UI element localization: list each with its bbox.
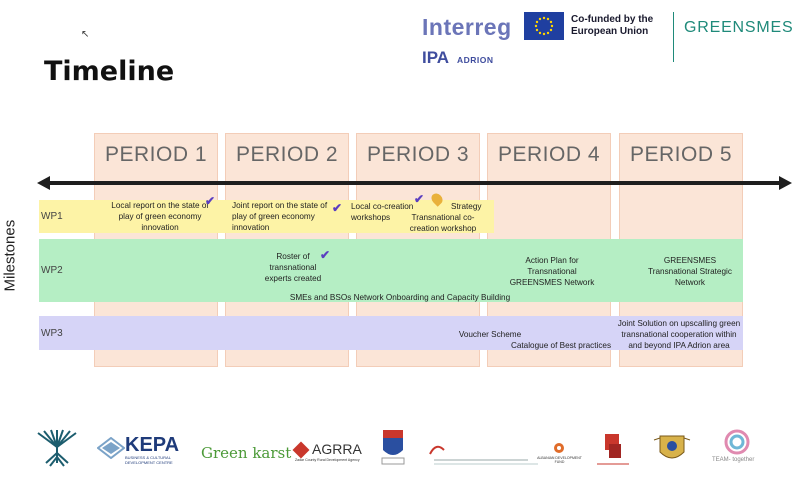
- milestones-label: Milestones: [1, 219, 19, 292]
- wp1-label: WP1: [41, 211, 63, 222]
- partner-logo-tree: [34, 427, 80, 472]
- check-icon: ✔: [205, 194, 216, 208]
- period-label-1: PERIOD 1: [104, 143, 208, 166]
- period-label-5: PERIOD 5: [629, 143, 733, 166]
- period-label-3: PERIOD 3: [366, 143, 470, 166]
- wp3-label: WP3: [41, 328, 63, 339]
- wp2-item-onboarding: SMEs and BSOs Network Onboarding and Capacity Building: [289, 293, 511, 302]
- wp1-item-strategy: Strategy: [451, 202, 482, 211]
- page-title: Timeline: [44, 56, 175, 87]
- crest-logo-icon: [380, 428, 406, 471]
- coat-of-arms-icon: [652, 432, 692, 471]
- red-emblem-icon: [595, 432, 631, 473]
- timeline-axis: [46, 181, 780, 185]
- eu-flag-icon: [524, 12, 564, 40]
- agrra-logo-text: AGRRA: [312, 441, 362, 457]
- kepa-logo-text: KEPA: [125, 434, 180, 456]
- swoosh-logo-icon: [428, 440, 540, 471]
- cofunded-label: Co-funded by the European Union: [571, 14, 654, 37]
- wp1-item-transnational-workshop: Transnational co-creation workshop: [409, 213, 477, 233]
- wp3-item-voucher: Voucher Scheme: [458, 330, 522, 339]
- cursor-icon: ↖: [81, 29, 90, 40]
- wp1-item-joint-report: Joint report on the state of play of green economy innovation: [232, 201, 328, 232]
- check-icon: ✔: [414, 192, 425, 206]
- agrra-logo-icon: [293, 442, 310, 459]
- header-divider: [673, 12, 674, 62]
- kepa-logo-icon: [97, 437, 125, 459]
- wp3-item-joint-solution: Joint Solution on upscalling green transnational cooperation within and beyond IPA Adrion area: [617, 319, 741, 350]
- wp1-item-local-workshops: Local co-creation workshops: [351, 202, 414, 222]
- period-label-2: PERIOD 2: [235, 143, 339, 166]
- wp1-item-local-report: Local report on the state of play of green economy innovation: [111, 201, 209, 232]
- check-icon: ✔: [320, 248, 331, 262]
- wp3-item-catalogue: Catalogue of Best practices: [510, 341, 612, 350]
- wp2-item-action-plan: Action Plan for Transnational GREENSMES Network: [509, 256, 595, 287]
- wp2-label: WP2: [41, 265, 63, 276]
- interreg-logo: Interreg: [422, 14, 512, 40]
- greensmes-logo: GREENSMES: [684, 19, 794, 36]
- team-logo-icon: [722, 429, 752, 460]
- adf-logo-text: ALBANIAN DEVELOPMENT FUND: [537, 456, 582, 464]
- adrion-label: ADRION: [457, 55, 494, 65]
- arrow-right-icon: [779, 176, 792, 190]
- arrow-left-icon: [37, 176, 50, 190]
- ipa-logo: IPA: [422, 48, 450, 67]
- team-logo-text: TEAM- together: [712, 457, 755, 463]
- period-label-4: PERIOD 4: [497, 143, 601, 166]
- agrra-logo-sub: Zadar County Rural Development Agency: [295, 458, 360, 462]
- wp2-item-roster: Roster of transnational experts created: [264, 252, 322, 283]
- greenkarst-logo: Green karst: [201, 444, 292, 462]
- check-icon: ✔: [332, 201, 343, 215]
- kepa-logo-sub: BUSINESS & CULTURAL DEVELOPMENT CENTRE: [125, 455, 173, 465]
- wp2-item-strategic-network: GREENSMES Transnational Strategic Network: [648, 256, 732, 287]
